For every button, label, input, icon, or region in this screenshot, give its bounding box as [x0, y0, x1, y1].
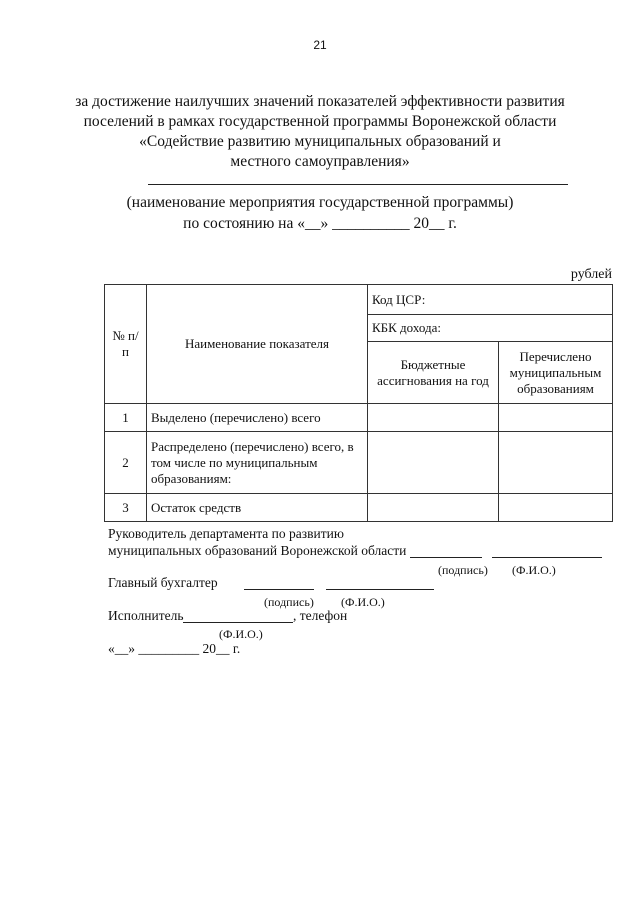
accountant-fio-caption: (Ф.И.О.) [341, 595, 385, 609]
header-budget: Бюджетные ассигнования на год [368, 342, 499, 404]
row-number: 2 [105, 432, 147, 494]
head-signature-caption: (подпись) [438, 563, 488, 577]
row-budget-cell [368, 494, 499, 522]
row-number: 3 [105, 494, 147, 522]
header-kbk: КБК дохода: [368, 315, 613, 342]
executor-fio-line [183, 622, 293, 623]
accountant-signature-caption: (подпись) [264, 595, 314, 609]
header-indicator-name: Наименование показателя [147, 285, 368, 404]
header-number: № п/п [105, 285, 147, 404]
table-row [105, 494, 613, 522]
row-transferred-cell [499, 432, 613, 494]
table-row [105, 404, 613, 432]
title-line-2: поселений в рамках государственной программы Воронежской области [83, 113, 557, 130]
table-row [105, 432, 613, 494]
title-line-3: «Содействие развитию муниципальных образований и [139, 133, 501, 150]
row-transferred-cell [499, 404, 613, 432]
header-kod-csr: Код ЦСР: [368, 285, 613, 315]
executor-fio-caption: (Ф.И.О.) [219, 627, 263, 641]
head-title-line-2: муниципальных образований Воронежской области [108, 543, 407, 558]
report-table [104, 284, 613, 522]
accountant-fio-line [326, 589, 434, 590]
row-budget-cell [368, 432, 499, 494]
currency-label: рублей [570, 267, 612, 282]
signature-date-line: «__» _________ 20__ г. [108, 641, 241, 656]
accountant-label: Главный бухгалтер [108, 575, 218, 590]
header-transferred: Перечислено муниципальным образованиям [499, 342, 613, 404]
row-name: Распределено (перечислено) всего, в том числе по муниципальным образованиям: [147, 432, 368, 494]
event-name-caption: (наименование мероприятия государственной программы) [126, 194, 514, 211]
row-transferred-cell [499, 494, 613, 522]
status-date-line: по состоянию на «__» __________ 20__ г. [183, 215, 457, 232]
document-subtitle [0, 192, 640, 234]
document-title [0, 92, 640, 172]
title-line-4: местного самоуправления» [230, 153, 410, 170]
row-name: Выделено (перечислено) всего [147, 404, 368, 432]
head-fio-line [492, 557, 602, 558]
executor-phone-label: , телефон [293, 608, 348, 623]
head-fio-caption: (Ф.И.О.) [512, 563, 556, 577]
page-number: 21 [313, 38, 327, 52]
row-name: Остаток средств [147, 494, 368, 522]
accountant-signature-line [244, 589, 314, 590]
title-line-1: за достижение наилучших значений показателей эффективности развития [75, 93, 565, 110]
head-title-line-1: Руководитель департамента по развитию [108, 526, 344, 541]
head-signature-line [410, 557, 482, 558]
row-budget-cell [368, 404, 499, 432]
event-name-line [148, 184, 568, 185]
row-number: 1 [105, 404, 147, 432]
executor-label: Исполнитель [108, 608, 184, 623]
